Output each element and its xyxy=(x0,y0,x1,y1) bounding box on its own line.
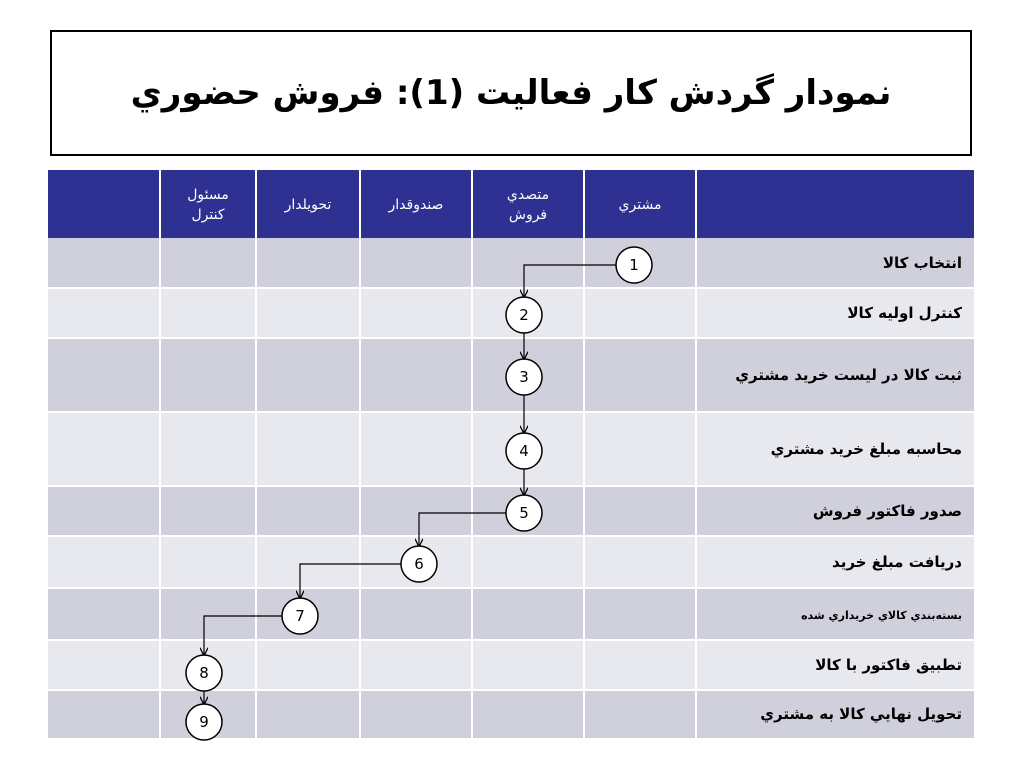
flow-node-label: 5 xyxy=(519,504,529,522)
row-label: انتخاب کالا xyxy=(882,254,962,272)
column-header-label: صندوقدار xyxy=(388,197,444,213)
row-label: محاسبه مبلغ خريد مشتري xyxy=(770,440,962,458)
column-header-label: کنترل xyxy=(191,207,225,223)
flow-node xyxy=(282,598,318,634)
flow-node-label: 8 xyxy=(199,664,209,682)
table-header xyxy=(48,170,974,238)
flow-node xyxy=(186,655,222,691)
flow-node-label: 3 xyxy=(519,368,529,386)
flow-node xyxy=(506,359,542,395)
column-header-label: فروش xyxy=(508,207,548,223)
flow-node-label: 4 xyxy=(519,442,529,460)
flow-node-label: 7 xyxy=(295,607,305,625)
column-header-label: متصدي xyxy=(506,187,550,203)
row-label: بسته‌بندي کالاي خريداري شده xyxy=(801,609,962,622)
flow-node xyxy=(616,247,652,283)
page-title: نمودار گردش کار فعاليت (1): فروش حضوري xyxy=(130,73,892,113)
flow-node xyxy=(186,704,222,740)
header-background xyxy=(48,170,974,238)
row-label: تطبيق فاکتور با کالا xyxy=(815,656,962,674)
flow-node-label: 6 xyxy=(414,555,424,573)
row-label: دريافت مبلغ خريد xyxy=(832,553,962,571)
flow-node-label: 9 xyxy=(199,713,209,731)
column-header-label: مسئول xyxy=(187,187,229,203)
flow-node-label: 2 xyxy=(519,306,529,324)
row-label: ثبت کالا در ليست خريد مشتري xyxy=(735,366,962,384)
row-label: کنترل اوليه کالا xyxy=(847,304,962,322)
table-row-background xyxy=(48,238,974,288)
row-label: صدور فاکتور فروش xyxy=(812,502,962,520)
flow-node xyxy=(506,433,542,469)
column-header-label: مشتري xyxy=(618,197,662,213)
row-label: تحويل نهايي کالا به مشتري xyxy=(760,705,962,723)
flow-node xyxy=(506,297,542,333)
column-header-label: تحويلدار xyxy=(284,197,332,213)
flow-node xyxy=(401,546,437,582)
flow-node-label: 1 xyxy=(629,256,639,274)
flow-node xyxy=(506,495,542,531)
